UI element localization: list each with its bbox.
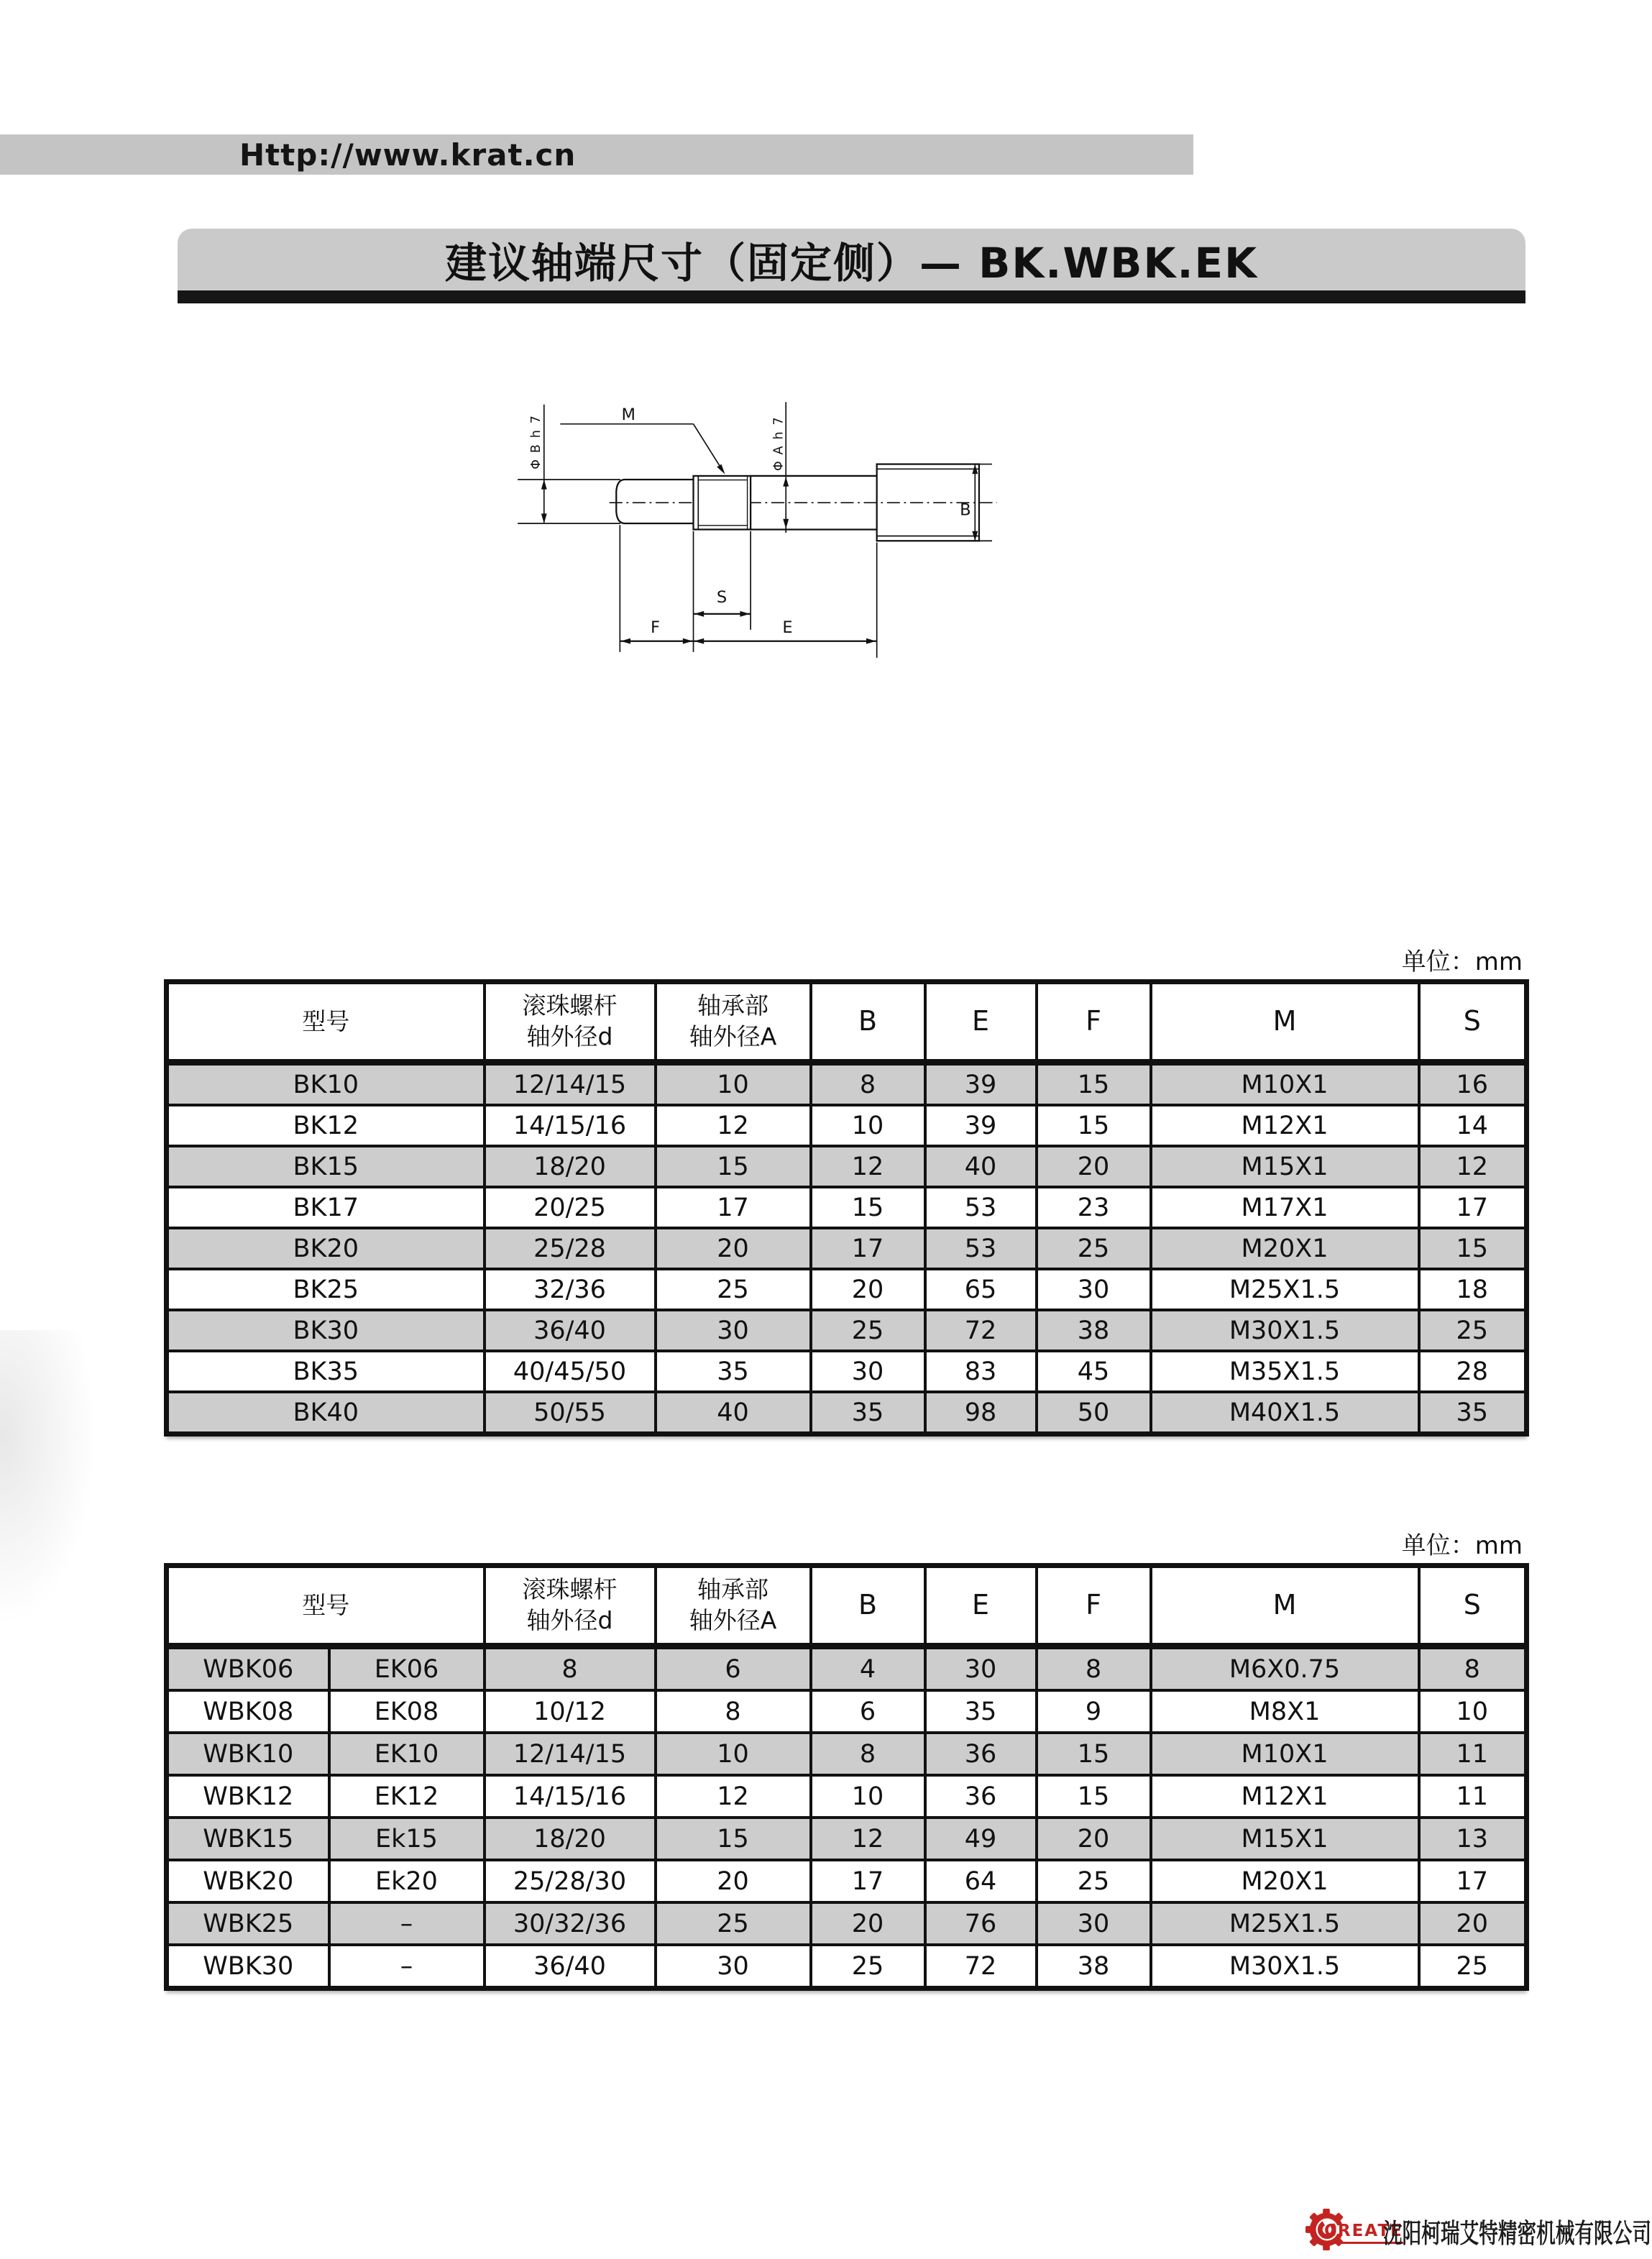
table-cell: 25 — [1419, 1310, 1527, 1351]
table-cell: 15 — [1037, 1105, 1151, 1146]
thread-section — [694, 476, 751, 530]
table-cell: 16 — [1419, 1063, 1527, 1106]
table-cell: 17 — [656, 1187, 811, 1228]
table-row — [167, 1392, 1527, 1434]
table-cell: 45 — [1037, 1351, 1151, 1392]
footer-brand — [1305, 2204, 1652, 2259]
table-cell: 15 — [656, 1818, 811, 1860]
title-banner-gray — [178, 229, 1525, 290]
table-cell: 25 — [1037, 1860, 1151, 1902]
column-header: F — [1037, 982, 1151, 1063]
table-cell: Ek15 — [329, 1818, 485, 1860]
table-cell: 15 — [656, 1146, 811, 1187]
table-cell: 30/32/36 — [485, 1902, 656, 1945]
table-cell: 12 — [811, 1146, 925, 1187]
table-cell: 10 — [1419, 1690, 1527, 1733]
table-cell: 20 — [811, 1902, 925, 1945]
table-cell: 35 — [925, 1690, 1037, 1733]
table-cell: 30 — [925, 1646, 1037, 1691]
table-cell: 20 — [811, 1269, 925, 1310]
table-cell: 6 — [656, 1646, 811, 1691]
dim-label-phi-a: Φ A h 7 — [771, 416, 786, 472]
table-cell: 15 — [1037, 1733, 1151, 1775]
table-cell: 20 — [656, 1228, 811, 1269]
table-cell: M10X1 — [1151, 1733, 1419, 1775]
table-cell: 4 — [811, 1646, 925, 1691]
top-url-bar — [0, 134, 1193, 175]
table-cell: EK08 — [329, 1690, 485, 1733]
table-cell: 38 — [1037, 1310, 1151, 1351]
table-cell: 25 — [656, 1269, 811, 1310]
table-cell: 10 — [811, 1775, 925, 1818]
table-cell: M30X1.5 — [1151, 1310, 1419, 1351]
table-cell: 12 — [656, 1775, 811, 1818]
dim-label-e: E — [782, 618, 793, 637]
table-cell: M6X0.75 — [1151, 1646, 1419, 1691]
table-cell: BK20 — [167, 1228, 485, 1269]
table-cell: WBK15 — [167, 1818, 329, 1860]
table-row — [167, 1733, 1527, 1775]
table-cell: 53 — [925, 1228, 1037, 1269]
column-header: B — [811, 982, 925, 1063]
dim-label-b: B — [960, 500, 971, 520]
table-cell: 35 — [811, 1392, 925, 1434]
table-cell: M20X1 — [1151, 1228, 1419, 1269]
table-row — [167, 1646, 1527, 1691]
shaft-drawing-svg — [388, 388, 1395, 892]
table-cell: M12X1 — [1151, 1775, 1419, 1818]
table-row — [167, 1063, 1527, 1106]
table-cell: 35 — [656, 1351, 811, 1392]
table-cell: M25X1.5 — [1151, 1902, 1419, 1945]
table-cell: 30 — [1037, 1269, 1151, 1310]
table-cell: 30 — [656, 1945, 811, 1989]
table-cell: M30X1.5 — [1151, 1945, 1419, 1989]
column-header: E — [925, 982, 1037, 1063]
column-header: M — [1151, 982, 1419, 1063]
table-cell: BK40 — [167, 1392, 485, 1434]
table-cell: 36/40 — [485, 1310, 656, 1351]
table-cell: 8 — [1419, 1646, 1527, 1691]
column-header: 滚珠螺杆 轴外径d — [485, 1566, 656, 1646]
table-cell: 14/15/16 — [485, 1775, 656, 1818]
table-cell: EK10 — [329, 1733, 485, 1775]
bk-dimension-table — [164, 979, 1524, 1436]
table-cell: 12 — [1419, 1146, 1527, 1187]
table-cell: 12/14/15 — [485, 1733, 656, 1775]
title-banner-underline — [178, 290, 1525, 303]
column-header: M — [1151, 1566, 1419, 1646]
column-header: E — [925, 1566, 1037, 1646]
table-cell: 18/20 — [485, 1146, 656, 1187]
unit-label-table2: 单位：mm — [1401, 1531, 1523, 1560]
table-cell: WBK12 — [167, 1775, 329, 1818]
table-cell: 30 — [656, 1310, 811, 1351]
table-cell: 39 — [925, 1063, 1037, 1106]
table-cell: 11 — [1419, 1733, 1527, 1775]
table-cell: WBK20 — [167, 1860, 329, 1902]
table-cell: 30 — [1037, 1902, 1151, 1945]
table-cell: 8 — [811, 1063, 925, 1106]
table-cell: 39 — [925, 1105, 1037, 1146]
table-cell: M15X1 — [1151, 1818, 1419, 1860]
table-cell: 12 — [656, 1105, 811, 1146]
table-cell: 25/28 — [485, 1228, 656, 1269]
table-row — [167, 1187, 1527, 1228]
table-cell: M20X1 — [1151, 1860, 1419, 1902]
table-row — [167, 1351, 1527, 1392]
column-header: 轴承部 轴外径A — [656, 982, 811, 1063]
table-cell: EK12 — [329, 1775, 485, 1818]
table-cell: 10/12 — [485, 1690, 656, 1733]
table-cell: 11 — [1419, 1775, 1527, 1818]
dim-label-phi-b: Φ B h 7 — [529, 414, 544, 469]
table-cell: 25/28/30 — [485, 1860, 656, 1902]
table-header-row — [167, 982, 1527, 1063]
site-url: Http://www.krat.cn — [239, 137, 577, 173]
table-cell: 76 — [925, 1902, 1037, 1945]
table-cell: 8 — [1037, 1646, 1151, 1691]
table-cell: 14 — [1419, 1105, 1527, 1146]
table-cell: 10 — [656, 1733, 811, 1775]
table-cell: 25 — [811, 1310, 925, 1351]
table-cell: M8X1 — [1151, 1690, 1419, 1733]
table-row — [167, 1269, 1527, 1310]
table-cell: 6 — [811, 1690, 925, 1733]
table-cell: 17 — [811, 1860, 925, 1902]
dim-label-m: M — [621, 405, 635, 425]
screw-shaft-end — [616, 480, 693, 523]
table-row — [167, 1860, 1527, 1902]
company-name: 沈阳柯瑞艾特精密机械有限公司 — [1383, 2218, 1651, 2249]
table-cell: 25 — [656, 1902, 811, 1945]
table-cell: 10 — [656, 1063, 811, 1106]
table-cell: BK15 — [167, 1146, 485, 1187]
table-cell: 18 — [1419, 1269, 1527, 1310]
table-cell: 30 — [811, 1351, 925, 1392]
table-cell: M40X1.5 — [1151, 1392, 1419, 1434]
table-cell: 10 — [811, 1105, 925, 1146]
table-cell: 53 — [925, 1187, 1037, 1228]
table-cell: WBK30 — [167, 1945, 329, 1989]
table-cell: 50/55 — [485, 1392, 656, 1434]
table-cell: WBK25 — [167, 1902, 329, 1945]
table-cell: 12/14/15 — [485, 1063, 656, 1106]
table-cell: 13 — [1419, 1818, 1527, 1860]
table-cell: 15 — [1037, 1775, 1151, 1818]
dim-label-s: S — [716, 588, 728, 608]
table-cell: 40 — [925, 1146, 1037, 1187]
table-cell: – — [329, 1902, 485, 1945]
table-cell: 98 — [925, 1392, 1037, 1434]
table-cell: 23 — [1037, 1187, 1151, 1228]
table-row — [167, 1775, 1527, 1818]
table-cell: 32/36 — [485, 1269, 656, 1310]
table-cell: 36/40 — [485, 1945, 656, 1989]
table-cell: BK25 — [167, 1269, 485, 1310]
table-cell: 8 — [485, 1646, 656, 1691]
table-cell: M17X1 — [1151, 1187, 1419, 1228]
table-cell: BK12 — [167, 1105, 485, 1146]
table-cell: 49 — [925, 1818, 1037, 1860]
table-cell: EK06 — [329, 1646, 485, 1691]
table-cell: 36 — [925, 1775, 1037, 1818]
table-cell: 9 — [1037, 1690, 1151, 1733]
table-cell: 17 — [811, 1228, 925, 1269]
table-row — [167, 1146, 1527, 1187]
table-cell: 25 — [1419, 1945, 1527, 1989]
table-cell: – — [329, 1945, 485, 1989]
table-row — [167, 1902, 1527, 1945]
table-cell: M12X1 — [1151, 1105, 1419, 1146]
table-cell: 38 — [1037, 1945, 1151, 1989]
wbk-ek-dimension-table — [164, 1563, 1524, 1991]
column-header: 型号 — [167, 1566, 485, 1646]
table-cell: 35 — [1419, 1392, 1527, 1434]
table-cell: 15 — [811, 1187, 925, 1228]
table-cell: 64 — [925, 1860, 1037, 1902]
unit-label-table1: 单位：mm — [1401, 948, 1523, 976]
table-row — [167, 1105, 1527, 1146]
table-cell: 40/45/50 — [485, 1351, 656, 1392]
table-cell: WBK06 — [167, 1646, 329, 1691]
table-cell: 36 — [925, 1733, 1037, 1775]
table-cell: BK17 — [167, 1187, 485, 1228]
table-cell: Ek20 — [329, 1860, 485, 1902]
table-cell: 25 — [811, 1945, 925, 1989]
table-header-row — [167, 1566, 1527, 1646]
table-cell: 40 — [656, 1392, 811, 1434]
table-cell: 28 — [1419, 1351, 1527, 1392]
table-row — [167, 1690, 1527, 1733]
column-header: F — [1037, 1566, 1151, 1646]
table-cell: 20 — [656, 1860, 811, 1902]
table-cell: BK30 — [167, 1310, 485, 1351]
column-header: 轴承部 轴外径A — [656, 1566, 811, 1646]
table-row — [167, 1310, 1527, 1351]
table-cell: 17 — [1419, 1187, 1527, 1228]
table-cell: WBK08 — [167, 1690, 329, 1733]
table-cell: 15 — [1419, 1228, 1527, 1269]
column-header: 滚珠螺杆 轴外径d — [485, 982, 656, 1063]
table-row — [167, 1818, 1527, 1860]
table-cell: 72 — [925, 1945, 1037, 1989]
table-cell: M25X1.5 — [1151, 1269, 1419, 1310]
table-cell: 12 — [811, 1818, 925, 1860]
table-cell: 83 — [925, 1351, 1037, 1392]
table-cell: 20 — [1419, 1902, 1527, 1945]
leader-arrowhead — [717, 464, 725, 475]
table-cell: M15X1 — [1151, 1146, 1419, 1187]
title-banner — [178, 229, 1525, 303]
table-cell: BK10 — [167, 1063, 485, 1106]
table-cell: 14/15/16 — [485, 1105, 656, 1146]
table-cell: 18/20 — [485, 1818, 656, 1860]
page-title: 建议轴端尺寸（固定侧）— BK.WBK.EK — [444, 239, 1259, 288]
table-cell: M35X1.5 — [1151, 1351, 1419, 1392]
table-cell: 50 — [1037, 1392, 1151, 1434]
logo-wordmark: CREATE — [1324, 2222, 1403, 2244]
dim-label-f: F — [650, 618, 660, 637]
column-header: 型号 — [167, 982, 485, 1063]
table-cell: 25 — [1037, 1228, 1151, 1269]
table-cell: 17 — [1419, 1860, 1527, 1902]
table-cell: 20 — [1037, 1146, 1151, 1187]
table-cell: 72 — [925, 1310, 1037, 1351]
table-cell: BK35 — [167, 1351, 485, 1392]
table-cell: 15 — [1037, 1063, 1151, 1106]
table-cell: 8 — [811, 1733, 925, 1775]
table-cell: 20/25 — [485, 1187, 656, 1228]
scan-artifact — [0, 1330, 101, 1632]
table-row — [167, 1228, 1527, 1269]
column-header: B — [811, 1566, 925, 1646]
table-row — [167, 1945, 1527, 1989]
table-cell: M10X1 — [1151, 1063, 1419, 1106]
table-cell: WBK10 — [167, 1733, 329, 1775]
table-cell: 20 — [1037, 1818, 1151, 1860]
table-cell: 65 — [925, 1269, 1037, 1310]
shaft-end-drawing — [388, 388, 1395, 892]
table-cell: 8 — [656, 1690, 811, 1733]
column-header: S — [1419, 982, 1527, 1063]
column-header: S — [1419, 1566, 1527, 1646]
